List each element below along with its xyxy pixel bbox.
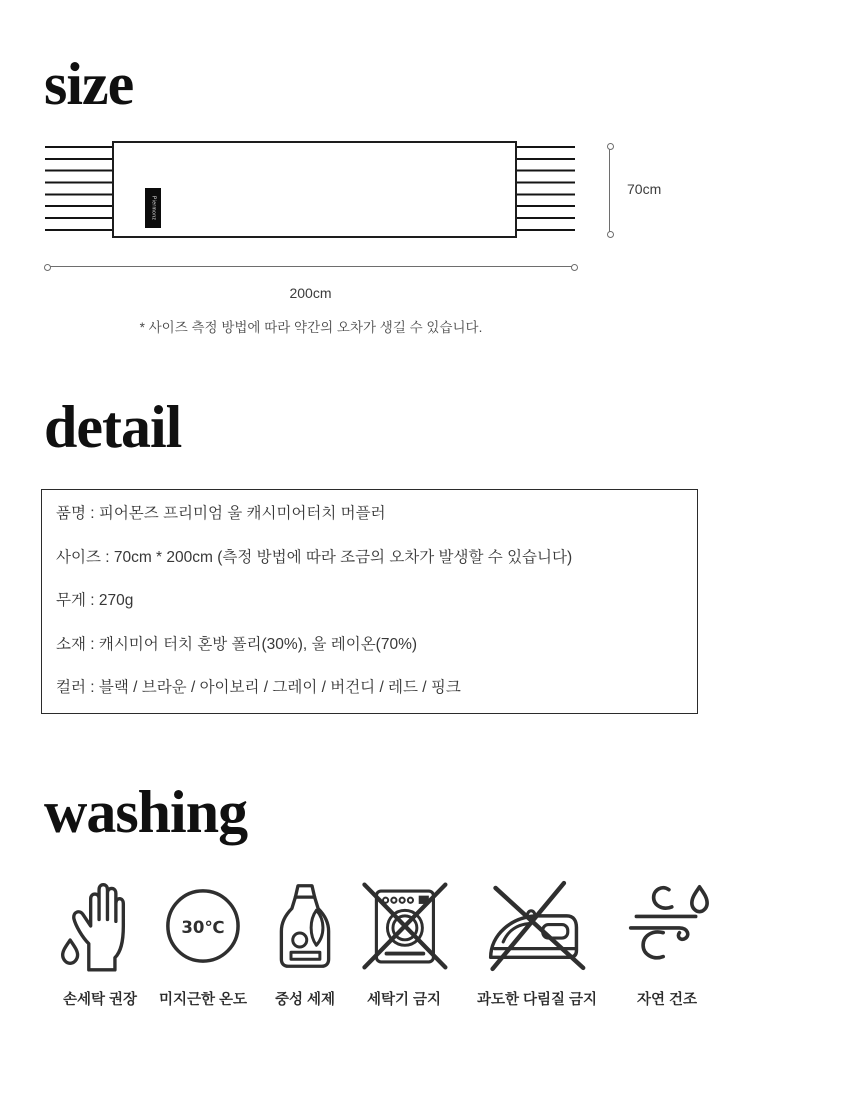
product-detail-box <box>41 489 698 714</box>
washing-section-title: washing <box>44 779 248 845</box>
detail-section-title: detail <box>44 394 182 460</box>
care-label: 중성 세제 <box>274 992 336 1008</box>
height-label: 70cm <box>627 181 662 197</box>
dimension-endpoint-dot <box>607 231 614 238</box>
width-label: 200cm <box>289 285 332 301</box>
care-label: 세탁기 금지 <box>366 992 442 1008</box>
size-section-title: size <box>44 51 134 117</box>
no-washing-machine-icon <box>358 876 450 976</box>
dimension-endpoint-dot <box>571 264 578 271</box>
size-measurement-note: * 사이즈 측정 방법에 따라 약간의 오차가 생길 수 있습니다. <box>139 320 483 335</box>
detail-row-product-name: 품명 : 피어몬즈 프리미엄 울 캐시미어터치 머플러 <box>56 505 386 522</box>
scarf-fringe-right <box>515 146 575 231</box>
care-label: 과도한 다림질 금지 <box>476 992 598 1008</box>
care-item-handwash <box>58 876 142 1009</box>
detail-row-size: 사이즈 : 70cm * 200cm (측정 방법에 따라 조금의 오차가 발생할 수 있습니다) <box>56 548 573 566</box>
handwash-icon <box>58 876 142 976</box>
care-label: 자연 건조 <box>636 992 698 1008</box>
brand-tag-text: Piermonz <box>150 195 157 221</box>
care-item-no-ironing <box>477 876 597 1009</box>
care-label: 손세탁 권장 <box>62 992 138 1008</box>
air-dry-icon <box>618 876 716 976</box>
care-label: 미지근한 온도 <box>158 992 248 1008</box>
detergent-icon <box>270 876 340 976</box>
temperature-30c-icon <box>164 876 242 976</box>
dimension-endpoint-dot <box>607 143 614 150</box>
width-dimension-line <box>47 266 574 267</box>
temperature-value: 30℃ <box>181 917 225 937</box>
scarf-fringe-left <box>45 146 112 231</box>
care-item-detergent <box>270 876 340 1009</box>
care-item-no-machine-wash <box>358 876 450 1009</box>
dimension-endpoint-dot <box>44 264 51 271</box>
care-item-temperature <box>159 876 247 1009</box>
scarf-body <box>112 141 517 238</box>
detail-row-color: 컬러 : 블랙 / 브라운 / 아이보리 / 그레이 / 버건디 / 레드 / 핑크 <box>56 679 461 696</box>
care-item-air-dry <box>618 876 716 1009</box>
detail-row-weight: 무게 : 270g <box>56 592 134 609</box>
brand-tag <box>145 188 161 228</box>
detail-row-material: 소재 : 캐시미어 터치 혼방 폴리(30%), 울 레이온(70%) <box>56 635 418 653</box>
no-ironing-icon <box>484 876 590 976</box>
height-dimension-line <box>609 146 610 233</box>
